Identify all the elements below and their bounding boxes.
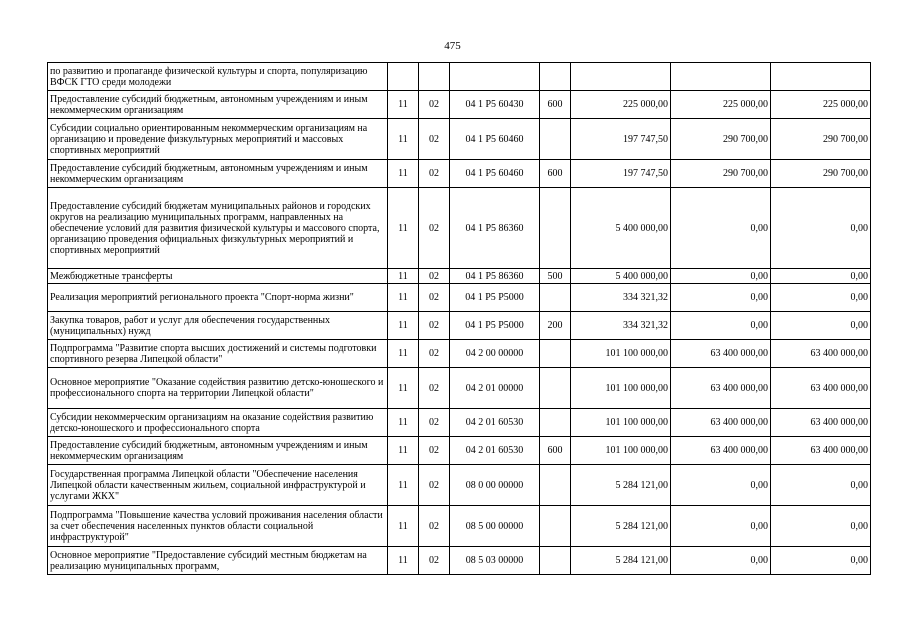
cell-target-article: 04 1 P5 P5000 (450, 284, 540, 312)
table-row (48, 547, 871, 575)
cell-subsection: 02 (419, 269, 450, 284)
cell-amount-2: 63 400 000,00 (671, 368, 771, 409)
cell-target-article: 08 5 00 00000 (450, 506, 540, 547)
cell-amount-1: 197 747,50 (571, 119, 671, 160)
table-row (48, 340, 871, 368)
cell-target-article: 04 2 00 00000 (450, 340, 540, 368)
cell-amount-1: 101 100 000,00 (571, 409, 671, 437)
cell-target-article: 04 2 01 60530 (450, 409, 540, 437)
table-row (48, 409, 871, 437)
table-row (48, 465, 871, 506)
cell-amount-1: 225 000,00 (571, 91, 671, 119)
cell-amount-3: 63 400 000,00 (771, 409, 871, 437)
cell-expense-type: 200 (540, 312, 571, 340)
cell-subsection: 02 (419, 284, 450, 312)
cell-section: 11 (388, 465, 419, 506)
cell-amount-3: 63 400 000,00 (771, 437, 871, 465)
cell-section: 11 (388, 506, 419, 547)
table-row (48, 506, 871, 547)
cell-expense-type (540, 368, 571, 409)
cell-amount-2 (671, 63, 771, 91)
budget-table (47, 62, 871, 575)
cell-section: 11 (388, 368, 419, 409)
cell-expense-type (540, 506, 571, 547)
cell-section: 11 (388, 312, 419, 340)
cell-name: Предоставление субсидий бюджетным, автономным учреждениям и иным некоммерческим организациям (48, 437, 388, 465)
cell-amount-1: 5 400 000,00 (571, 188, 671, 269)
cell-subsection: 02 (419, 340, 450, 368)
cell-subsection (419, 63, 450, 91)
cell-name: Межбюджетные трансферты (48, 269, 388, 284)
cell-name: Предоставление субсидий бюджетам муниципальных районов и городских округов на реализацию муниципальных программ, направленных на обеспечение условий для развития физической культуры и массового спорта, организацию проведения официальных физкультурных мероприятий и спортивных мероприятий (48, 188, 388, 269)
cell-amount-3: 0,00 (771, 465, 871, 506)
cell-amount-2: 0,00 (671, 506, 771, 547)
cell-amount-1: 334 321,32 (571, 312, 671, 340)
table-row (48, 188, 871, 269)
cell-amount-3: 0,00 (771, 312, 871, 340)
cell-amount-1: 334 321,32 (571, 284, 671, 312)
cell-expense-type (540, 188, 571, 269)
cell-target-article: 04 1 P5 60460 (450, 160, 540, 188)
cell-name: Подпрограмма "Развитие спорта высших достижений и системы подготовки спортивного резерва Липецкой области" (48, 340, 388, 368)
page-number: 475 (444, 40, 461, 52)
table-row (48, 437, 871, 465)
cell-expense-type (540, 284, 571, 312)
cell-expense-type: 600 (540, 91, 571, 119)
cell-subsection: 02 (419, 547, 450, 575)
cell-target-article: 04 1 P5 86360 (450, 188, 540, 269)
cell-section (388, 63, 419, 91)
cell-name: Государственная программа Липецкой области "Обеспечение населения Липецкой области качественным жильем, социальной инфраструктурой и услугами ЖКХ" (48, 465, 388, 506)
cell-amount-3: 0,00 (771, 506, 871, 547)
cell-section: 11 (388, 269, 419, 284)
cell-amount-2: 0,00 (671, 188, 771, 269)
cell-target-article (450, 63, 540, 91)
cell-subsection: 02 (419, 188, 450, 269)
cell-amount-1: 101 100 000,00 (571, 437, 671, 465)
cell-amount-2: 0,00 (671, 284, 771, 312)
cell-amount-2: 290 700,00 (671, 160, 771, 188)
cell-name: Основное мероприятие "Оказание содействия развитию детско-юношеского и профессионального спорта на территории Липецкой области" (48, 368, 388, 409)
cell-amount-2: 225 000,00 (671, 91, 771, 119)
cell-section: 11 (388, 437, 419, 465)
cell-expense-type (540, 465, 571, 506)
cell-expense-type: 600 (540, 437, 571, 465)
cell-section: 11 (388, 547, 419, 575)
cell-expense-type (540, 547, 571, 575)
cell-amount-3: 63 400 000,00 (771, 340, 871, 368)
cell-name: Реализация мероприятий регионального проекта "Спорт-норма жизни" (48, 284, 388, 312)
cell-amount-2: 63 400 000,00 (671, 409, 771, 437)
table-row (48, 160, 871, 188)
cell-amount-1: 5 284 121,00 (571, 506, 671, 547)
cell-section: 11 (388, 284, 419, 312)
cell-expense-type (540, 63, 571, 91)
table-row (48, 119, 871, 160)
cell-amount-2: 63 400 000,00 (671, 340, 771, 368)
cell-amount-2: 290 700,00 (671, 119, 771, 160)
cell-expense-type (540, 340, 571, 368)
cell-subsection: 02 (419, 368, 450, 409)
cell-section: 11 (388, 188, 419, 269)
cell-name: Предоставление субсидий бюджетным, автономным учреждениям и иным некоммерческим организациям (48, 160, 388, 188)
cell-amount-1: 5 284 121,00 (571, 465, 671, 506)
cell-amount-1: 197 747,50 (571, 160, 671, 188)
cell-section: 11 (388, 119, 419, 160)
cell-subsection: 02 (419, 160, 450, 188)
cell-section: 11 (388, 409, 419, 437)
table-row (48, 91, 871, 119)
cell-section: 11 (388, 340, 419, 368)
cell-amount-3: 0,00 (771, 547, 871, 575)
cell-name: Основное мероприятие "Предоставление субсидий местным бюджетам на реализацию муниципальных программ, (48, 547, 388, 575)
cell-amount-2: 63 400 000,00 (671, 437, 771, 465)
table-row (48, 284, 871, 312)
cell-amount-3: 0,00 (771, 188, 871, 269)
cell-amount-1: 5 284 121,00 (571, 547, 671, 575)
table-row (48, 63, 871, 91)
cell-target-article: 04 2 01 60530 (450, 437, 540, 465)
cell-name: Предоставление субсидий бюджетным, автономным учреждениям и иным некоммерческим организациям (48, 91, 388, 119)
cell-name: Подпрограмма "Повышение качества условий проживания населения области за счет обеспечения населенных пунктов области социальной инфраструктурой" (48, 506, 388, 547)
cell-expense-type (540, 119, 571, 160)
cell-amount-3 (771, 63, 871, 91)
cell-amount-3: 290 700,00 (771, 160, 871, 188)
table-row (48, 368, 871, 409)
cell-subsection: 02 (419, 409, 450, 437)
cell-target-article: 08 5 03 00000 (450, 547, 540, 575)
cell-subsection: 02 (419, 119, 450, 160)
cell-amount-3: 290 700,00 (771, 119, 871, 160)
cell-target-article: 04 1 P5 P5000 (450, 312, 540, 340)
cell-name: Субсидии некоммерческим организациям на оказание содействия развитию детско-юношеского и профессионального спорта (48, 409, 388, 437)
cell-name: Закупка товаров, работ и услуг для обеспечения государственных (муниципальных) нужд (48, 312, 388, 340)
cell-target-article: 04 2 01 00000 (450, 368, 540, 409)
cell-subsection: 02 (419, 437, 450, 465)
table-row (48, 269, 871, 284)
cell-amount-1: 101 100 000,00 (571, 340, 671, 368)
cell-expense-type (540, 409, 571, 437)
cell-target-article: 04 1 P5 60460 (450, 119, 540, 160)
cell-subsection: 02 (419, 465, 450, 506)
cell-amount-3: 0,00 (771, 284, 871, 312)
table-body (48, 63, 871, 575)
cell-target-article: 08 0 00 00000 (450, 465, 540, 506)
cell-target-article: 04 1 P5 86360 (450, 269, 540, 284)
cell-section: 11 (388, 91, 419, 119)
cell-expense-type: 500 (540, 269, 571, 284)
cell-subsection: 02 (419, 506, 450, 547)
cell-amount-1: 101 100 000,00 (571, 368, 671, 409)
cell-amount-3: 63 400 000,00 (771, 368, 871, 409)
cell-amount-3: 0,00 (771, 269, 871, 284)
cell-amount-2: 0,00 (671, 312, 771, 340)
cell-amount-2: 0,00 (671, 547, 771, 575)
cell-amount-1 (571, 63, 671, 91)
cell-amount-2: 0,00 (671, 269, 771, 284)
cell-section: 11 (388, 160, 419, 188)
cell-expense-type: 600 (540, 160, 571, 188)
cell-amount-1: 5 400 000,00 (571, 269, 671, 284)
cell-subsection: 02 (419, 312, 450, 340)
cell-name: Субсидии социально ориентированным некоммерческим организациям на организацию и проведение физкультурных мероприятий и массовых спортивных мероприятий (48, 119, 388, 160)
cell-subsection: 02 (419, 91, 450, 119)
cell-target-article: 04 1 P5 60430 (450, 91, 540, 119)
table-row (48, 312, 871, 340)
cell-amount-2: 0,00 (671, 465, 771, 506)
cell-name: по развитию и пропаганде физической культуры и спорта, популяризацию ВФСК ГТО среди молодежи (48, 63, 388, 91)
cell-amount-3: 225 000,00 (771, 91, 871, 119)
